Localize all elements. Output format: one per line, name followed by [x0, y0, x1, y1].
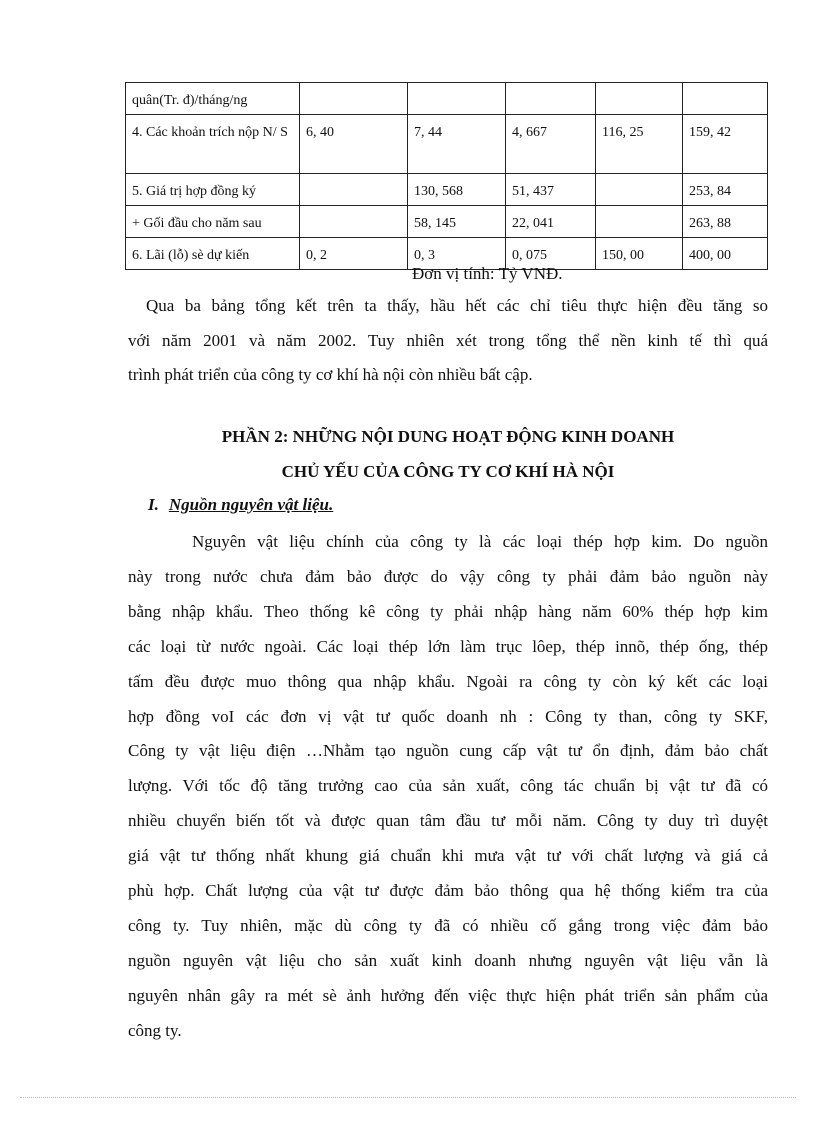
text-line: trình phát triển của công ty cơ khí hà nội còn nhiều bất cập. — [128, 365, 533, 384]
table-cell: 130, 568 — [408, 174, 506, 206]
text-line: Công ty vật liệu điện …Nhằm tạo nguồn cung cấp vật tư ổn định, đảm bảo chất — [128, 741, 768, 761]
part-heading-line-2: CHỦ YẾU CỦA CÔNG TY CƠ KHÍ HÀ NỘI — [281, 462, 615, 481]
text-line: nhiều chuyển biến tốt và được quan tâm đầu tư mỗi năm. Công ty duy trì duyệt — [128, 811, 768, 831]
text-line: với năm 2001 và năm 2002. Tuy nhiên xét trong tổng thể nền kinh tế thì quá — [128, 330, 768, 350]
table-cell: 22, 041 — [506, 206, 596, 238]
table-cell: 159, 42 — [683, 115, 768, 174]
table-cell: 7, 44 — [408, 115, 506, 174]
table-cell — [506, 83, 596, 115]
text-line: bằng nhập khẩu. Theo thống kê công ty phải nhập hàng năm 60% thép hợp kim — [128, 601, 768, 621]
table-cell — [300, 206, 408, 238]
table-cell: 58, 145 — [408, 206, 506, 238]
summary-paragraph — [128, 289, 768, 393]
table-cell — [300, 174, 408, 206]
section-heading — [148, 495, 333, 515]
table-cell — [596, 83, 683, 115]
table-cell: 6. Lãi (lỗ) sè dự kiến — [126, 238, 300, 270]
table-cell: 51, 437 — [506, 174, 596, 206]
table-cell: 400, 00 — [683, 238, 768, 270]
section-title: Nguồn nguyên vật liệu. — [168, 495, 334, 514]
body-paragraph — [128, 525, 768, 1049]
text-line: nguồn nguyên vật liệu cho sản xuất kinh doanh nhưng nguyên vật liệu vẫn là — [128, 950, 768, 970]
unit-note: Đơn vị tính: Tỷ VNĐ. — [412, 264, 563, 283]
table-cell — [683, 83, 768, 115]
text-line: công ty. Tuy nhiên, mặc dù công ty đã có nhiều cố gắng trong việc đảm bảo — [128, 915, 768, 935]
text-line: Nguyên vật liệu chính của công ty là các loại thép hợp kim. Do nguồn — [192, 532, 768, 551]
table-cell — [300, 83, 408, 115]
table-row — [126, 206, 768, 238]
table-cell: 116, 25 — [596, 115, 683, 174]
table-row — [126, 115, 768, 174]
table-cell — [596, 174, 683, 206]
table-cell: 4. Các khoản trích nộp N/ S — [126, 115, 300, 174]
text-line: lượng. Với tốc độ tăng trưởng cao của sản xuất, công tác chuẩn bị vật tư đã có — [128, 776, 768, 796]
table-cell: 253, 84 — [683, 174, 768, 206]
text-line: phù hợp. Chất lượng của vật tư được đảm bảo thông qua hệ thống kiểm tra của — [128, 881, 768, 901]
text-line: giá vật tư thống nhất khung giá chuẩn khi mưa vật tư với chất lượng và giá cả — [128, 846, 768, 866]
data-table — [125, 82, 768, 270]
table-cell: quân(Tr. đ)/tháng/ng — [126, 83, 300, 115]
text-line: nguyên nhân gây ra mét sè ảnh hưởng đến việc thực hiện phát triển sản phẩm của — [128, 985, 768, 1005]
table-cell: 150, 00 — [596, 238, 683, 270]
text-line: này trong nước chưa đảm bảo được do vậy công ty phải đảm bảo nguồn này — [128, 566, 768, 586]
table-cell: 263, 88 — [683, 206, 768, 238]
table-row — [126, 174, 768, 206]
table-cell — [408, 83, 506, 115]
table-cell: 5. Giá trị hợp đồng ký — [126, 174, 300, 206]
table-row — [126, 83, 768, 115]
table-cell — [596, 206, 683, 238]
section-number: I. — [148, 495, 159, 514]
table-cell: 0, 3 — [408, 238, 506, 270]
text-line: hợp đồng voI các đơn vị vật tư quốc doanh nh : Công ty than, công ty SKF, — [128, 706, 768, 726]
part-heading-line-1: PHẦN 2: NHỮNG NỘI DUNG HOẠT ĐỘNG KINH DOANH — [221, 427, 675, 446]
table-cell: 4, 667 — [506, 115, 596, 174]
table-cell: 0, 075 — [506, 238, 596, 270]
page-bottom-rule — [20, 1097, 796, 1098]
text-line: công ty. — [128, 1020, 182, 1040]
text-line: tấm đều được muo thông qua nhập khẩu. Ngoài ra công ty còn ký kết các loại — [128, 671, 768, 691]
table-cell: + Gối đầu cho năm sau — [126, 206, 300, 238]
table-cell: 6, 40 — [300, 115, 408, 174]
text-line: các loại từ nước ngoài. Các loại thép lớn làm trục lôep, thép innõ, thép ống, thép — [128, 636, 768, 656]
text-line: Qua ba bảng tổng kết trên ta thấy, hầu hết các chỉ tiêu thực hiện đều tăng so — [146, 296, 768, 315]
table-cell: 0, 2 — [300, 238, 408, 270]
